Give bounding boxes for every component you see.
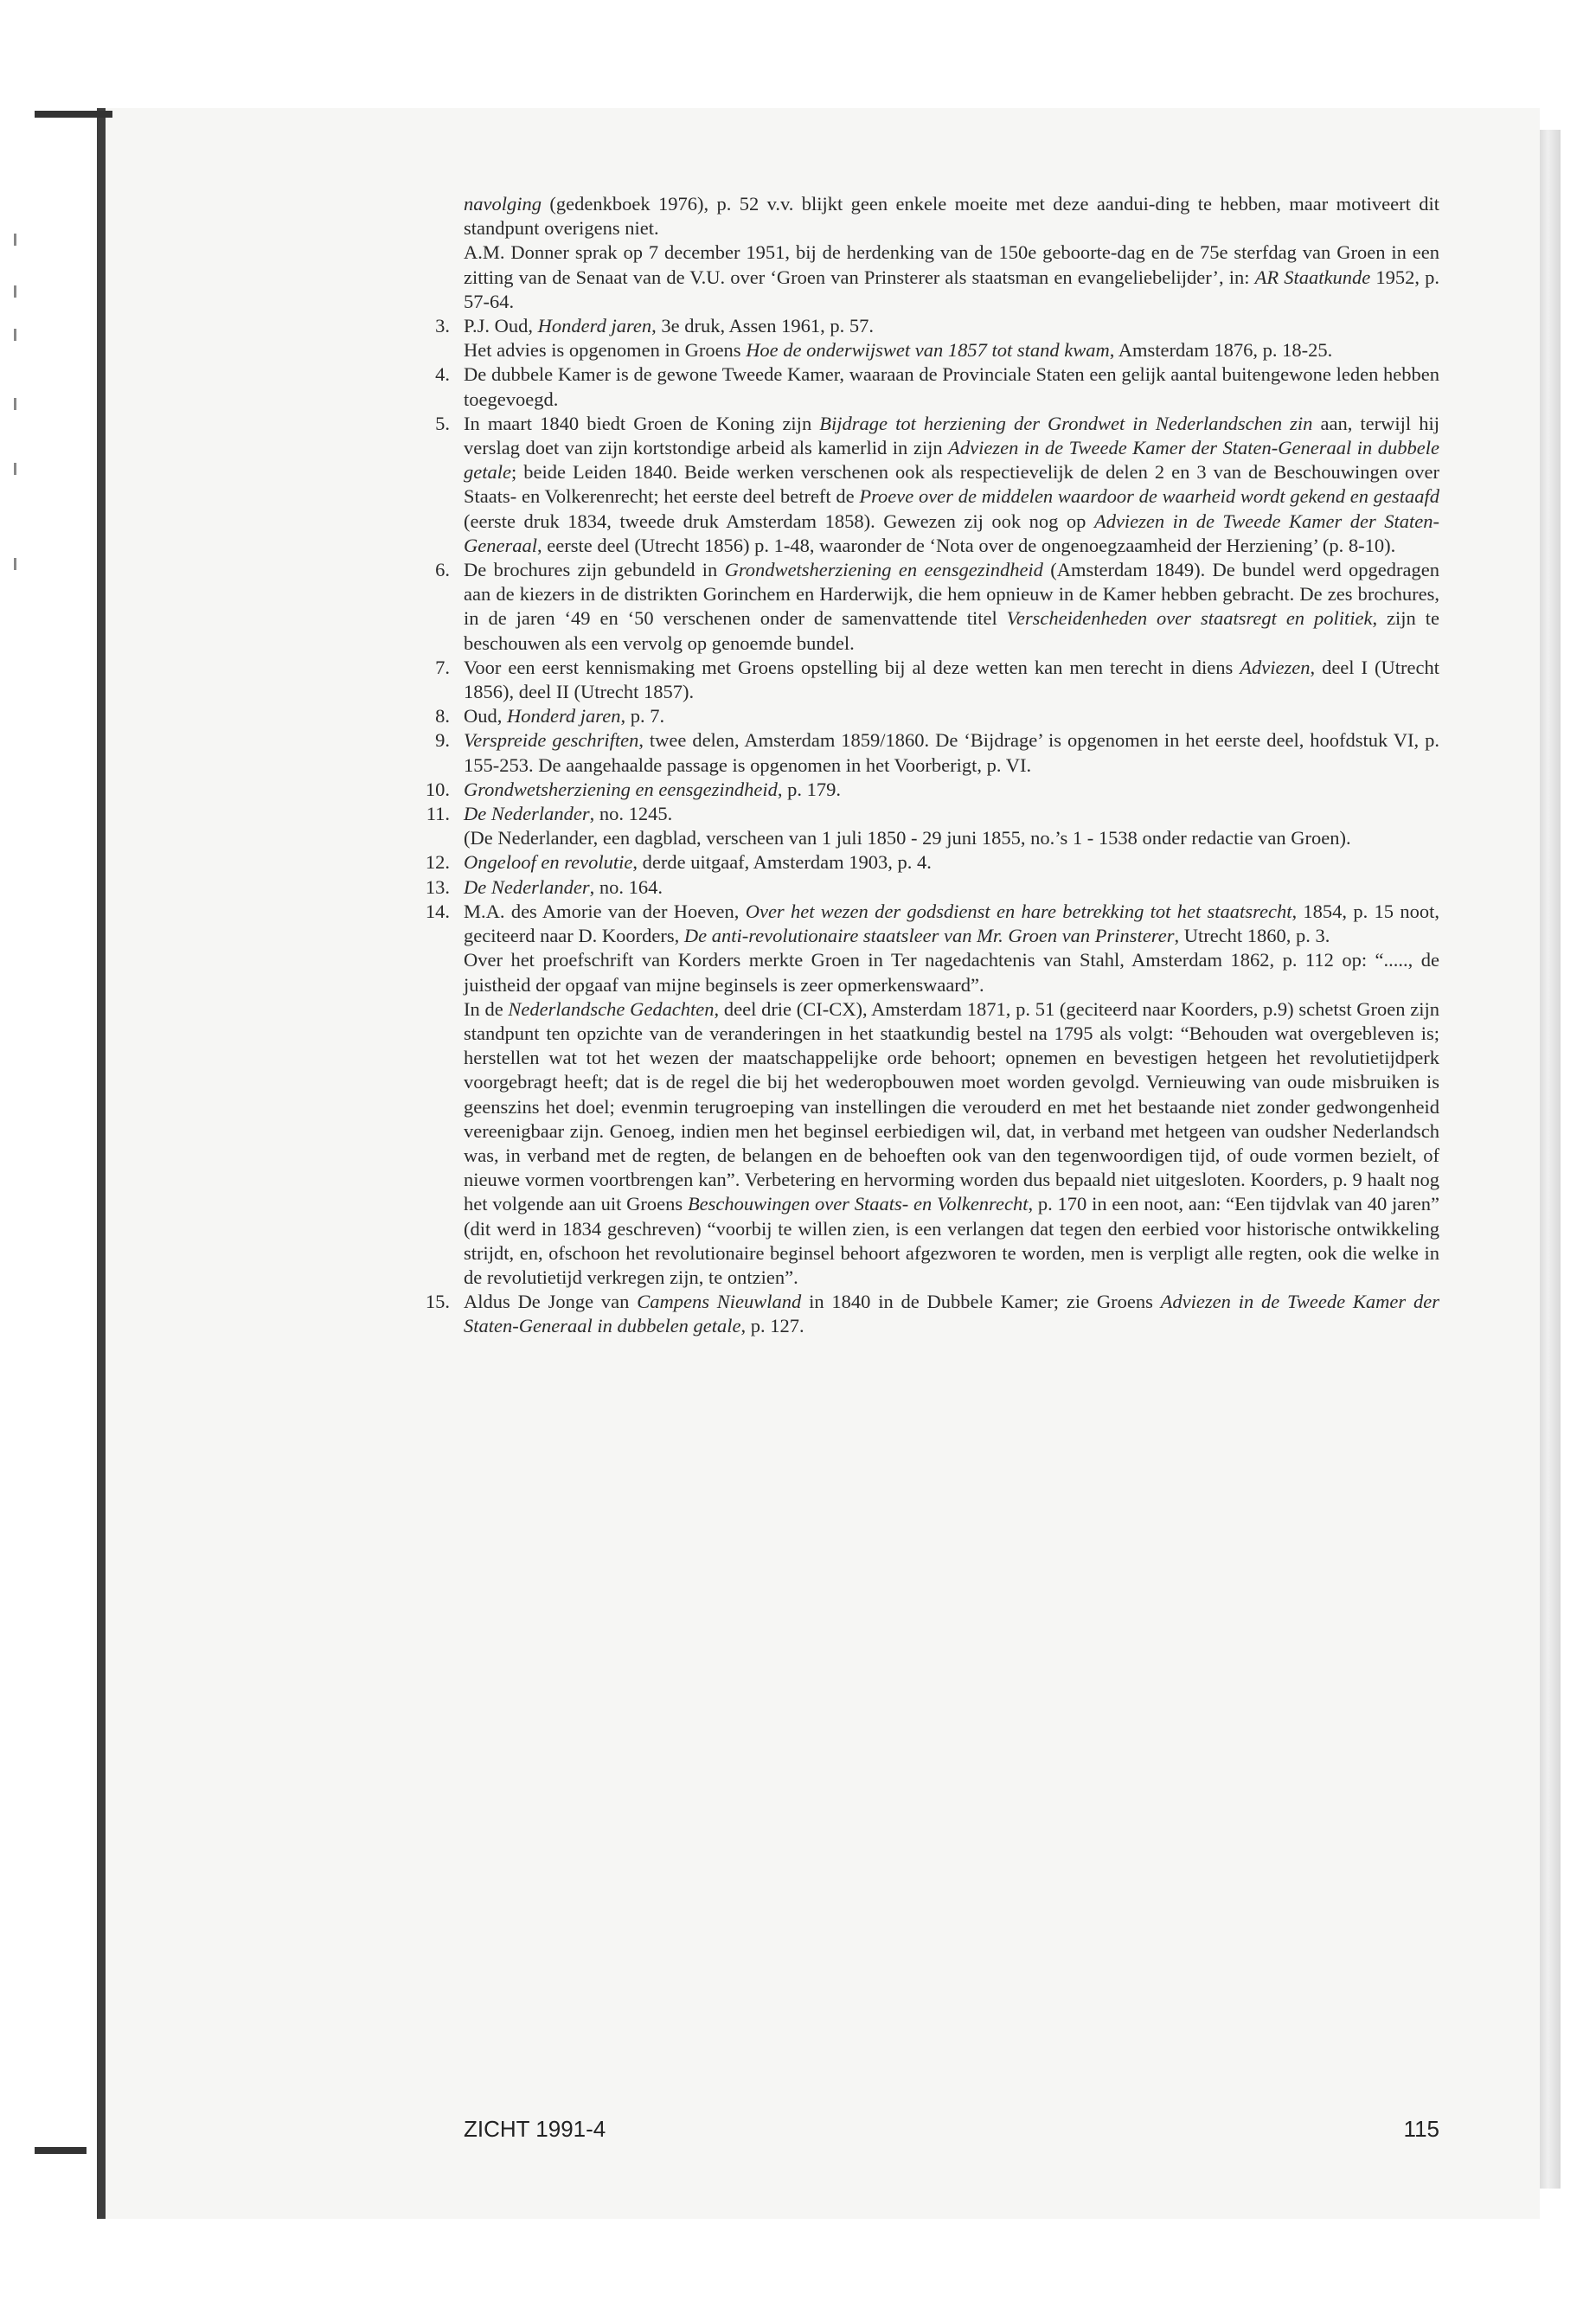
endnote-number: 12.: [425, 851, 450, 874]
endnote: [425, 778, 1439, 802]
endnote: [425, 875, 1439, 900]
endnote-text: navolging (gedenkboek 1976), p. 52 v.v. blijkt geen enkele moeite met deze aandui-ding te hebben, maar motiveert dit standpunt overigens niet.: [464, 193, 1439, 240]
endnotes-list: [425, 192, 1440, 1339]
spine-tick: [14, 463, 16, 475]
endnote-text: In maart 1840 biedt Groen de Koning zijn Bijdrage tot herziening der Grondwet in Nederlandschen zin aan, terwijl hij verslag doet van zijn kortstondige arbeid als kamerlid in zijn Adviezen in de Tweede Kamer der Staten-Generaal in dubbele getale; beide Leiden 1840. Beide werken verschenen ook als respectievelijk de delen 2 en 3 van de Beschouwingen over Staats- en Volkerenrecht; het eerste deel betreft de Proeve over de middelen waardoor de waarheid wordt gekend en gestaafd (eerste druk 1834, tweede druk Amsterdam 1858). Gewezen zij ook nog op Adviezen in de Tweede Kamer der Staten-Generaal, eerste deel (Utrecht 1856) p. 1-48, waaronder de ‘Nota over de ongenoegzaamheid der Herziening’ (p. 8-10).: [464, 412, 1440, 556]
endnote: [425, 850, 1439, 875]
spine-tick: [14, 234, 16, 246]
page-number: 115: [1403, 2116, 1439, 2142]
endnote-text: De dubbele Kamer is de gewone Tweede Kamer, waaraan de Provinciale Staten een gelijk aantal buitengewone leden hebben toegevoegd.: [464, 363, 1439, 410]
endnote-number: 4.: [435, 363, 450, 386]
book-spine: [97, 108, 106, 2219]
endnote: [435, 314, 1439, 362]
endnote: [435, 728, 1439, 777]
endnote-text: A.M. Donner sprak op 7 december 1951, bij de herdenking van de 150e geboorte-dag en de 75e sterfdag van Groen in een zitting van de Senaat van de V.U. over ‘Groen van Prinsterer als staatsman en evangeliebelijder’, in: AR Staatkunde 1952, p. 57-64.: [464, 241, 1440, 312]
endnote-number: 5.: [435, 412, 450, 434]
endnote: [425, 1290, 1439, 1338]
endnote-text: Het advies is opgenomen in Groens Hoe de onderwijswet van 1857 tot stand kwam, Amsterdam 1876, p. 18-25.: [464, 339, 1333, 362]
page-footer: [464, 2116, 1439, 2142]
endnote: [435, 656, 1439, 704]
endnote-text: P.J. Oud, Honderd jaren, 3e druk, Assen 1961, p. 57.: [464, 315, 874, 337]
endnote: [425, 900, 1439, 1290]
endnote-number: 14.: [425, 900, 450, 922]
endnote-number: 9.: [435, 729, 450, 752]
endnote-text: Aldus De Jonge van Campens Nieuwland in 1840 in de Dubbele Kamer; zie Groens Adviezen in de Tweede Kamer der Staten-Generaal in dubbelen getale, p. 127.: [464, 1291, 1439, 1337]
endnote: [435, 412, 1440, 558]
endnote-text: De brochures zijn gebundeld in Grondwetsherziening en eensgezindheid (Amsterdam 1849). De bundel werd opgedragen aan de kiezers in de distrikten Gorinchem en Harderwijk, die hem opnieuw in de Kamer hebben gebracht. De zes brochures, in de jaren ‘49 en ‘50 verschenen onder de samenvattende titel Verscheidenheden over staatsregt en politiek, zijn te beschouwen als een vervolg op genoemde bundel.: [464, 559, 1439, 654]
endnote-text: De Nederlander, no. 164.: [464, 875, 663, 898]
endnote: [435, 362, 1439, 411]
page-edge: [1540, 130, 1561, 2189]
endnote-number: 10.: [425, 778, 450, 800]
endnote-number: 8.: [435, 705, 450, 727]
endnote-number: 7.: [435, 656, 450, 678]
endnote-text: Ongeloof en revolutie, derde uitgaaf, Amsterdam 1903, p. 4.: [464, 851, 932, 874]
endnote-text: In de Nederlandsche Gedachten, deel drie (CI-CX), Amsterdam 1871, p. 51 (geciteerd naar Koorders, p.9) schetst Groen zijn standpunt ten opzichte van de veranderingen in het staatkundig bestel na 1795 als volgt: “Behouden wat overgebleven is; herstellen wat tot het wezen der maatschappelijke orde behoort; opnemen en bevestigen hetgeen het revolutietijdperk voorgebragt heeft; dat is de regel die bij het wederopbouwen moet worden gevolgd. Vernieuwing van oude misbruiken is geenszins het doel; evenmin terugroeping van instellingen die verouderd en met het bestaande niet zonder gedwongenheid vereenigbaar zijn. Genoeg, indien men het beginsel eerbiedigen wil, dat, in verband met hetgeen van oudsher Nederlandsch was, in verband met de regten, de belangen en de behoeften ook van den tegenwoordigen tijd, of oude vormen bezielt, of nieuwe vormen voortbrengen kan”. Verbetering en hervorming worden dus bepaald niet uitgesloten. Koorders, p. 9 haalt nog het volgende aan uit Groens Beschouwingen over Staats- en Volkenrecht, p. 170 in een noot, aan: “Een tijdvlak van 40 jaren” (dit werd in 1834 geschreven) “voorbij te willen zien, is een verlangen dat tegen den eerbied voor historische ontwikkeling strijdt, en, ofschoon het revolutionaire beginsel behoort afgezworen te worden, men is verpligt alle regten, ook die welke in de revolutietijd verkregen zijn, te ontzien”.: [464, 997, 1439, 1288]
spine-tab-top: [35, 111, 112, 118]
spine-tab-bottom: [35, 2147, 87, 2154]
endnote: [435, 558, 1439, 656]
spine-tick: [14, 329, 16, 341]
endnote: [435, 704, 1439, 728]
endnote-number: 15.: [425, 1291, 450, 1313]
endnote-text: Grondwetsherziening en eensgezindheid, p. 179.: [464, 778, 841, 800]
endnote-number: 11.: [426, 803, 450, 825]
endnote-number: 3.: [435, 315, 450, 337]
endnote-text: M.A. des Amorie van der Hoeven, Over het wezen der godsdienst en hare betrekking tot het staatsrecht, 1854, p. 15 noot, geciteerd naar D. Koorders, De anti-revolutionaire staatsleer van Mr. Groen van Prinsterer, Utrecht 1860, p. 3.: [464, 900, 1439, 947]
journal-issue: ZICHT 1991-4: [464, 2116, 606, 2142]
endnote-number: 6.: [435, 559, 450, 581]
endnote-number: [398, 192, 464, 314]
spine-tick: [14, 285, 16, 298]
endnote-text: Over het proefschrift van Korders merkte Groen in Ter nagedachtenis van Stahl, Amsterdam 1862, p. 112 op: “....., de juistheid der opgaaf van mijne beginsels is zeer opmerkenswaard”.: [464, 949, 1439, 996]
endnote-text: De Nederlander, no. 1245.: [464, 803, 673, 825]
endnote-text: Oud, Honderd jaren, p. 7.: [464, 705, 665, 727]
endnote-text: (De Nederlander, een dagblad, verscheen van 1 juli 1850 - 29 juni 1855, no.’s 1 - 1538 onder redactie van Groen).: [464, 827, 1351, 849]
endnote: [426, 802, 1439, 850]
endnote-text: Voor een eerst kennismaking met Groens opstelling bij al deze wetten kan men terecht in diens Adviezen, deel I (Utrecht 1856), deel II (Utrecht 1857).: [464, 656, 1439, 703]
spine-tick: [14, 558, 16, 570]
endnote-text: Verspreide geschriften, twee delen, Amsterdam 1859/1860. De ‘Bijdrage’ is opgenomen in het eerste deel, hoofdstuk VI, p. 155-253. De aangehaalde passage is opgenomen in het Voorberigt, p. VI.: [464, 729, 1439, 776]
endnote: [464, 192, 1439, 314]
endnote-number: 13.: [425, 875, 450, 898]
spine-tick: [14, 398, 16, 410]
